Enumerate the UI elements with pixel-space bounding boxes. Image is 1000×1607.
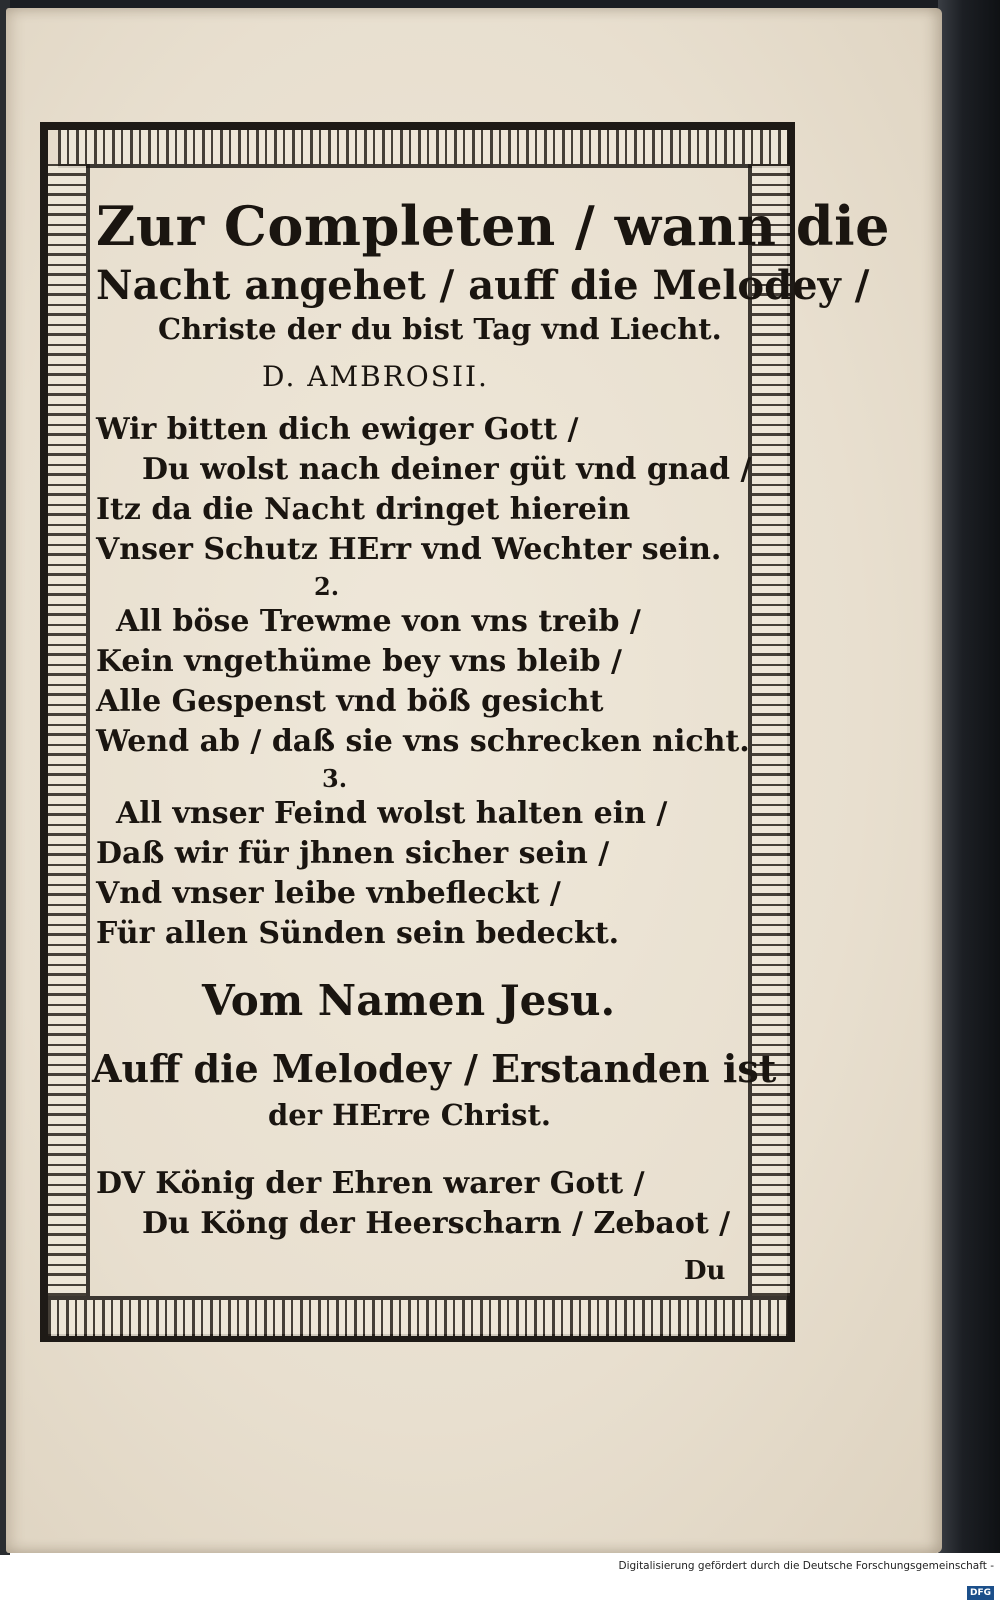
verse-line: Wir bitten dich ewiger Gott / [96, 412, 579, 447]
section-heading: Vom Namen Jesu. [202, 976, 616, 1025]
verse-line: Alle Gespenst vnd böß gesicht [96, 684, 604, 719]
frame-border-right [748, 164, 790, 1296]
verse-line: Kein vngethüme bey vns bleib / [96, 644, 622, 679]
author-attribution: D. AMBROSII. [262, 360, 489, 393]
catchword: Du [684, 1256, 726, 1286]
page-text [92, 176, 890, 1292]
verse-line: All böse Trewme von vns treib / [116, 604, 641, 639]
verse-number: 2. [314, 572, 340, 601]
verse-number: 3. [322, 764, 348, 793]
title-line-1: Zur Completen / wann die [96, 194, 890, 258]
verse-line: All vnser Feind wolst halten ein / [116, 796, 668, 831]
section-subheading: Auff die Melodey / Erstanden ist [92, 1046, 777, 1091]
frame-border-top [58, 130, 788, 168]
verse-line: DV König der Ehren warer Gott / [96, 1166, 645, 1201]
section-subheading-2: der HErre Christ. [268, 1098, 551, 1132]
verse-line: Vnser Schutz HErr vnd Wechter sein. [96, 532, 722, 567]
book-spine-edge [938, 0, 1000, 1555]
frame-border-left [48, 164, 90, 1296]
title-line-3: Christe der du bist Tag vnd Liecht. [158, 312, 722, 346]
credit-text: Digitalisierung gefördert durch die Deutsche Forschungsgemeinschaft - [618, 1560, 994, 1572]
frame-border-bottom [48, 1296, 788, 1336]
verse-line: Daß wir für jhnen sicher sein / [96, 836, 610, 871]
verse-line: Für allen Sünden sein bedeckt. [96, 916, 620, 951]
verse-line: Itz da die Nacht dringet hierein [96, 492, 631, 527]
verse-line: Wend ab / daß sie vns schrecken nicht. [96, 724, 750, 759]
verse-line: Vnd vnser leibe vnbefleckt / [96, 876, 561, 911]
verse-line: Du Köng der Heerscharn / Zebaot / [142, 1206, 731, 1241]
title-line-2: Nacht angehet / auff die Melodey / [96, 262, 870, 309]
verse-line: Du wolst nach deiner güt vnd gnad / [142, 452, 752, 487]
dfg-logo: DFG [967, 1586, 994, 1600]
digitization-credit [600, 1553, 1000, 1598]
